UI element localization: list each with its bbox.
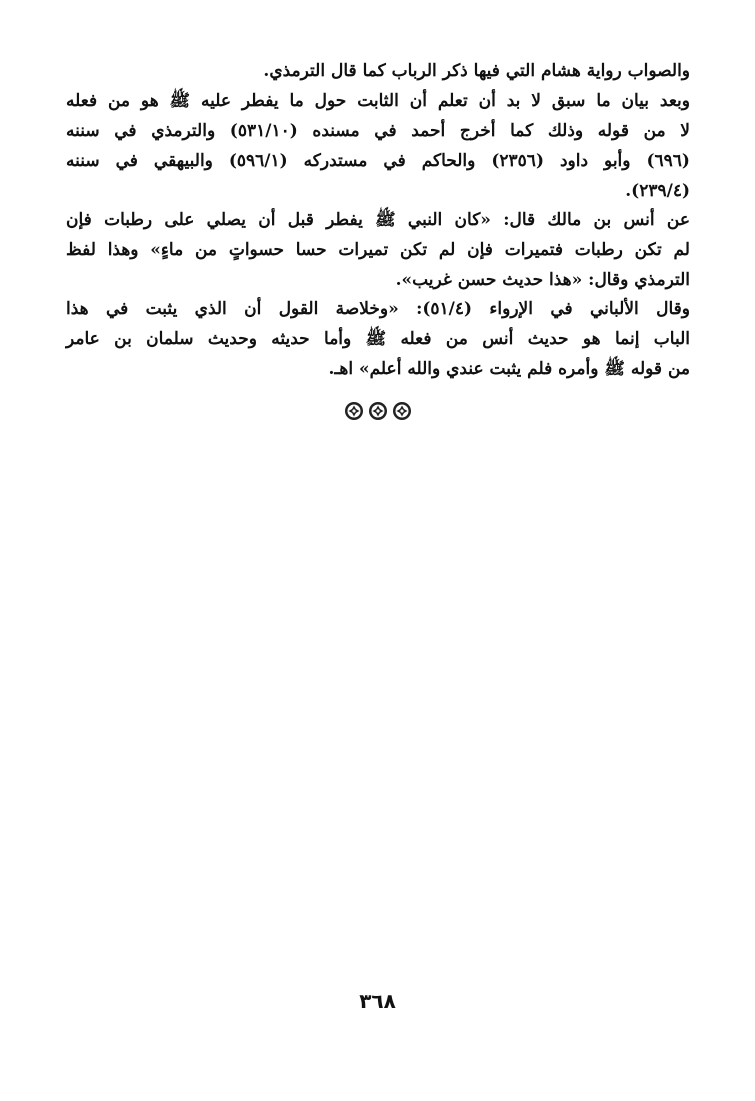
floral-medallion-icon [392, 401, 412, 421]
page-number: ٣٦٨ [359, 989, 396, 1013]
text-line: والصواب رواية هشام التي فيها ذكر الرباب كما قال الترمذي. [263, 61, 690, 81]
section-divider-ornaments [0, 401, 755, 421]
text-line: الباب إنما هو حديث أنس من فعله ﷺ وأما حديثه وحديث سلمان بن عامر [66, 329, 690, 349]
paragraph-3 [66, 205, 690, 295]
text-line: لم تكن رطبات فتميرات فإن لم تكن تميرات حسا حسواتٍ من ماءٍ» وهذا لفظ [66, 240, 690, 260]
paragraph-4 [66, 294, 690, 384]
text-line: (٢٣٩/٤). [625, 181, 690, 201]
text-line: لا من قوله وذلك كما أخرج أحمد في مسنده (٥٣١/١٠) والترمذي في سننه [66, 121, 690, 141]
floral-medallion-icon [344, 401, 364, 421]
paragraph-1 [66, 56, 690, 86]
text-line: وقال الألباني في الإرواء (٥١/٤): «وخلاصة القول أن الذي يثبت في هذا [66, 299, 690, 319]
text-line: الترمذي وقال: «هذا حديث حسن غريب». [395, 270, 690, 290]
text-line: عن أنس بن مالك قال: «كان النبي ﷺ يفطر قبل أن يصلي على رطبات فإن [66, 210, 690, 230]
floral-medallion-icon [368, 401, 388, 421]
text-line: من قوله ﷺ وأمره فلم يثبت عندي والله أعلم» اهـ. [328, 359, 690, 379]
text-line: وبعد بيان ما سبق لا بد أن تعلم أن الثابت حول ما يفطر عليه ﷺ هو من فعله [66, 91, 690, 111]
text-line: (٦٩٦) وأبو داود (٢٣٥٦) والحاكم في مستدركه (٥٩٦/١) والبيهقي في سننه [66, 151, 690, 171]
paragraph-2 [66, 86, 690, 206]
